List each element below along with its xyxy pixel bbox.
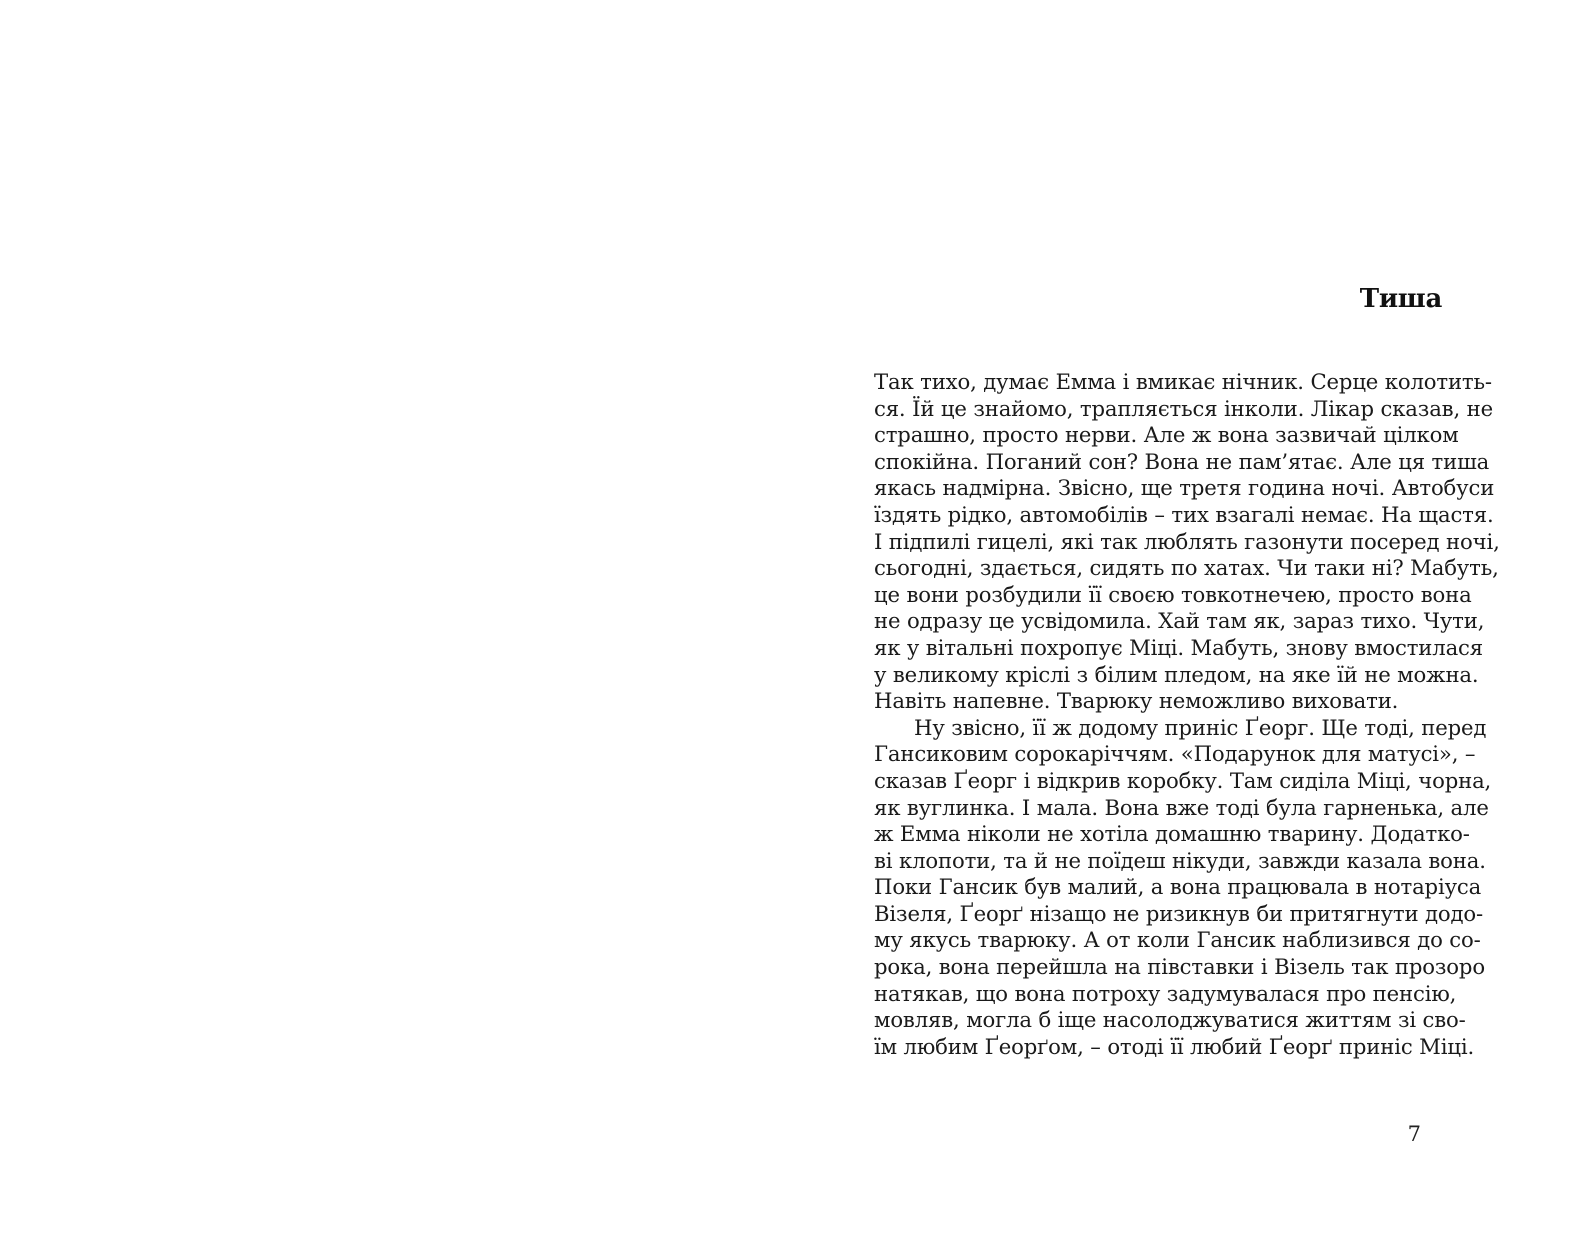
chapter-title: Тиша: [1359, 284, 1442, 314]
text-line: І підпилі гицелі, які так люблять газонути посеред ночі,: [874, 528, 1500, 554]
text-line: їздять рідко, автомобілів – тих взагалі немає. На щастя.: [874, 501, 1494, 527]
text-line: натякав, що вона потроху задумувалася про пенсію,: [874, 980, 1457, 1006]
text-line: сказав Ґеорг і відкрив коробку. Там сиділа Міці, чорна,: [874, 767, 1492, 793]
text-line: не одразу це усвідомила. Хай там як, зараз тихо. Чути,: [874, 608, 1485, 634]
page-number: 7: [1407, 1122, 1421, 1146]
text-line: мовляв, могла б іще насолоджуватися життям зі сво-: [874, 1007, 1466, 1033]
text-line: страшно, просто нерви. Але ж вона зазвичай цілком: [874, 422, 1459, 448]
text-line: Візеля, Ґеорґ нізащо не ризикнув би притягнути додо-: [874, 900, 1484, 926]
text-line: спокійна. Поганий сон? Вона не пам’ятає. Але ця тиша: [874, 448, 1490, 474]
text-line: рока, вона перейшла на півставки і Візель так прозоро: [874, 954, 1485, 980]
body-text: [874, 369, 1500, 1060]
text-line: Навіть напевне. Тварюку неможливо виховати.: [874, 688, 1399, 714]
text-line: як вуглинка. І мала. Вона вже тоді була гарненька, але: [874, 794, 1489, 820]
paragraph-2: [874, 714, 1492, 1061]
text-line: сьогодні, здається, сидять по хатах. Чи таки ні? Мабуть,: [874, 555, 1499, 581]
text-line: як у вітальні похропує Міці. Мабуть, знову вмостилася: [874, 634, 1483, 660]
text-line: це вони розбудили її своєю товкотнечею, просто вона: [874, 581, 1472, 607]
paragraph-1: [874, 369, 1500, 715]
text-line: ся. Їй це знайомо, трапляється інколи. Лікар сказав, не: [874, 395, 1493, 421]
text-line: у великому кріслі з білим пледом, на яке їй не можна.: [874, 661, 1479, 687]
right-page: [797, 0, 1594, 1258]
text-line: ві клопоти, та й не поїдеш нікуди, завжди казала вона.: [874, 847, 1486, 873]
text-line: якась надмірна. Звісно, ще третя година ночі. Автобуси: [874, 475, 1495, 501]
text-line: ж Емма ніколи не хотіла домашню тварину. Додатко-: [874, 821, 1470, 847]
text-line: Ну звісно, її ж додому приніс Ґеорг. Ще тоді, перед: [914, 714, 1487, 740]
text-line: Так тихо, думає Емма і вмикає нічник. Серце колотить-: [874, 369, 1492, 394]
text-line: му якусь тварюку. А от коли Гансик наблизився до со-: [874, 927, 1481, 953]
text-line: їм любим Ґеорґом, – отоді її любий Ґеорґ приніс Міці.: [874, 1033, 1475, 1059]
text-line: Поки Гансик був малий, а вона працювала в нотаріуса: [874, 874, 1482, 900]
text-line: Гансиковим сорокаріччям. «Подарунок для матусі», –: [874, 741, 1476, 767]
